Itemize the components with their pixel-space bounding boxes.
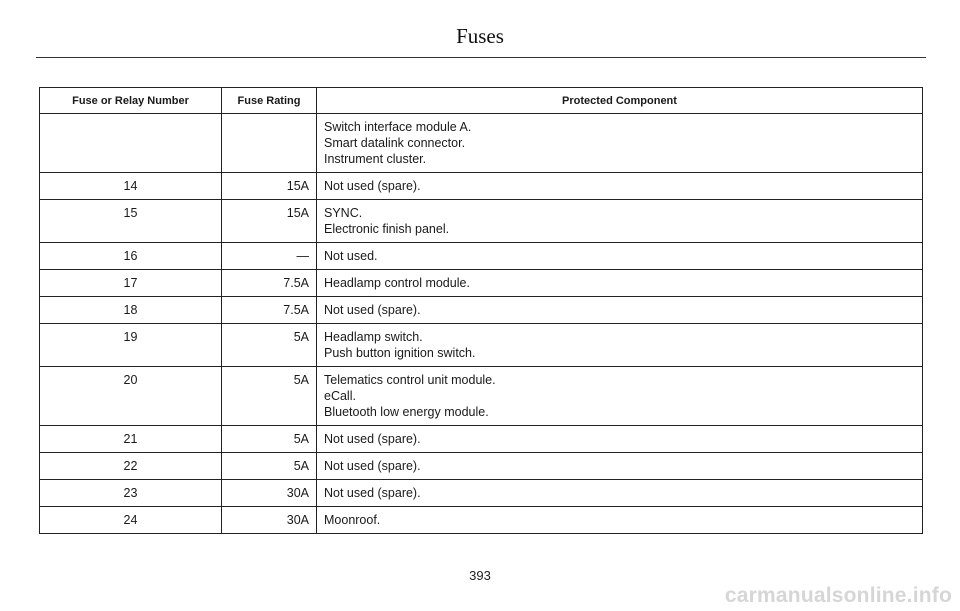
- protected-component-line: Not used (spare).: [324, 432, 421, 446]
- fuse-number-cell: 23: [40, 480, 222, 507]
- table-row: [40, 297, 923, 324]
- column-header-protected-component: Protected Component: [317, 88, 923, 114]
- fuse-rating-cell: 7.5A: [222, 270, 317, 297]
- protected-component-cell: [317, 173, 923, 200]
- page-title: Fuses: [456, 24, 504, 48]
- fuse-rating-cell: 5A: [222, 426, 317, 453]
- protected-component-cell: [317, 507, 923, 534]
- protected-component-cell: [317, 367, 923, 426]
- table-row: [40, 270, 923, 297]
- fuse-rating-cell: 5A: [222, 324, 317, 367]
- table-row: [40, 173, 923, 200]
- table-header-row: [40, 88, 923, 114]
- fuse-number-cell: 24: [40, 507, 222, 534]
- fuse-rating-cell: 30A: [222, 480, 317, 507]
- fuse-rating-cell: [222, 114, 317, 173]
- fuse-number-cell: 18: [40, 297, 222, 324]
- fuse-rating-cell: 15A: [222, 173, 317, 200]
- fuse-rating-cell: 15A: [222, 200, 317, 243]
- fuse-number-cell: 19: [40, 324, 222, 367]
- table-row: [40, 453, 923, 480]
- protected-component-cell: [317, 200, 923, 243]
- fuse-number-cell: 20: [40, 367, 222, 426]
- table-row: [40, 426, 923, 453]
- protected-component-line: Electronic finish panel.: [324, 222, 450, 236]
- table-row: [40, 507, 923, 534]
- table-row: [40, 114, 923, 173]
- table-row: [40, 243, 923, 270]
- fuse-rating-cell: —: [222, 243, 317, 270]
- fuse-table: [39, 87, 923, 534]
- protected-component-line: Not used (spare).: [324, 459, 421, 473]
- table-row: [40, 480, 923, 507]
- protected-component-line: Bluetooth low energy module.: [324, 405, 489, 419]
- fuse-number-cell: 14: [40, 173, 222, 200]
- protected-component-line: Telematics control unit module.: [324, 373, 496, 387]
- protected-component-line: SYNC.: [324, 206, 363, 220]
- protected-component-line: Headlamp control module.: [324, 276, 470, 290]
- fuse-number-cell: 16: [40, 243, 222, 270]
- protected-component-cell: [317, 297, 923, 324]
- title-divider: [36, 57, 926, 58]
- protected-component-line: Headlamp switch.: [324, 330, 423, 344]
- protected-component-line: Not used (spare).: [324, 303, 421, 317]
- protected-component-line: Push button ignition switch.: [324, 346, 476, 360]
- protected-component-line: Smart datalink connector.: [324, 136, 466, 150]
- fuse-rating-cell: 7.5A: [222, 297, 317, 324]
- column-header-fuse-number: Fuse or Relay Number: [40, 88, 222, 114]
- protected-component-line: eCall.: [324, 389, 356, 403]
- protected-component-line: Instrument cluster.: [324, 152, 427, 166]
- fuse-number-cell: 21: [40, 426, 222, 453]
- protected-component-cell: [317, 324, 923, 367]
- protected-component-cell: [317, 426, 923, 453]
- protected-component-cell: [317, 243, 923, 270]
- fuse-number-cell: 17: [40, 270, 222, 297]
- protected-component-line: Not used (spare).: [324, 486, 421, 500]
- protected-component-line: Not used (spare).: [324, 179, 421, 193]
- fuse-number-cell: 15: [40, 200, 222, 243]
- fuse-rating-cell: 30A: [222, 507, 317, 534]
- fuse-number-cell: 22: [40, 453, 222, 480]
- fuse-number-cell: [40, 114, 222, 173]
- protected-component-cell: [317, 114, 923, 173]
- protected-component-cell: [317, 270, 923, 297]
- column-header-fuse-rating: Fuse Rating: [222, 88, 317, 114]
- fuse-table-body: [40, 114, 923, 534]
- page-number: 393: [469, 568, 491, 583]
- table-row: [40, 200, 923, 243]
- table-row: [40, 367, 923, 426]
- fuse-rating-cell: 5A: [222, 367, 317, 426]
- table-row: [40, 324, 923, 367]
- protected-component-line: Switch interface module A.: [324, 120, 472, 134]
- protected-component-cell: [317, 480, 923, 507]
- fuse-rating-cell: 5A: [222, 453, 317, 480]
- protected-component-cell: [317, 453, 923, 480]
- protected-component-line: Not used.: [324, 249, 378, 263]
- protected-component-line: Moonroof.: [324, 513, 381, 527]
- watermark-text: carmanualsonline.info: [724, 584, 952, 607]
